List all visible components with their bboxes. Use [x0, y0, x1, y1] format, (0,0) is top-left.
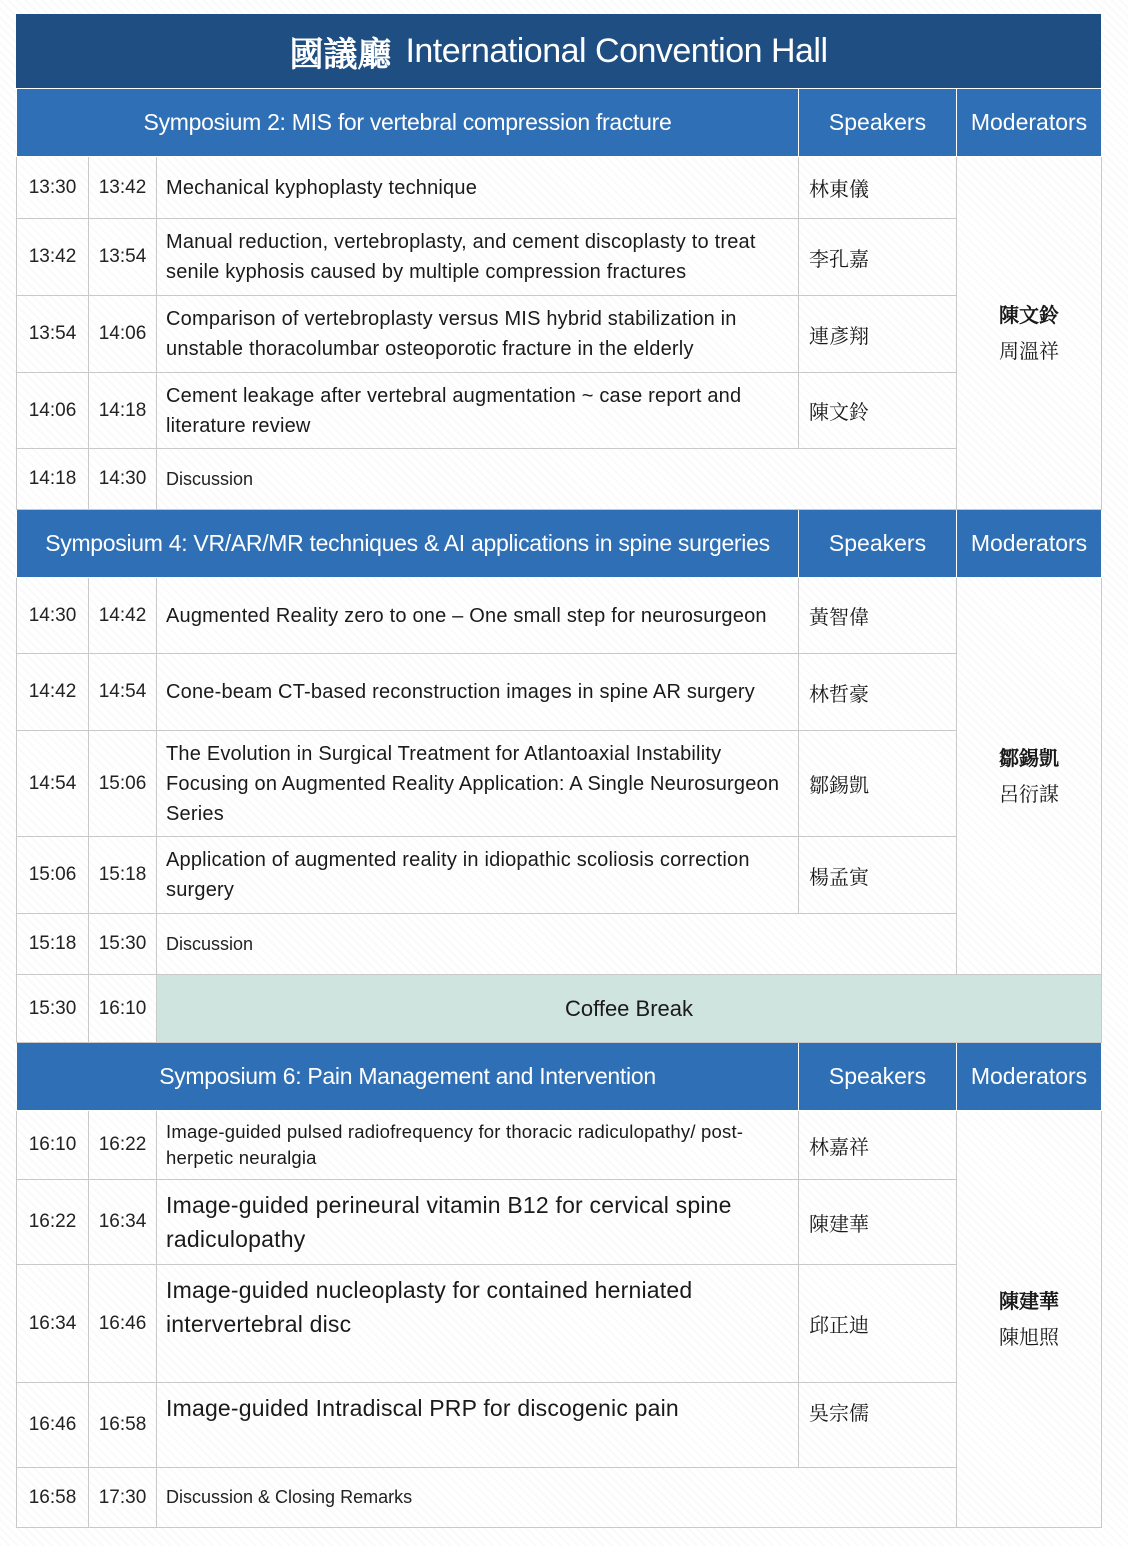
session-row: [17, 837, 1102, 914]
talk-topic: Comparison of vertebroplasty versus MIS hybrid stabilization in unstable thoracolumbar osteoporotic fracture in the elderly: [157, 296, 799, 373]
end-time: 16:10: [89, 975, 157, 1043]
start-time: 16:34: [17, 1265, 89, 1383]
end-time: 16:34: [89, 1180, 157, 1265]
end-time: 15:30: [89, 914, 157, 975]
session-row: [17, 578, 1102, 654]
end-time: 16:46: [89, 1265, 157, 1383]
speakers-header: Speakers: [799, 89, 957, 157]
session-row: [17, 219, 1102, 296]
moderators-header: Moderators: [957, 89, 1102, 157]
discussion-label: Discussion: [157, 449, 957, 510]
talk-topic: Application of augmented reality in idiopathic scoliosis correction surgery: [157, 837, 799, 914]
symposium-header: [17, 510, 1102, 578]
symposium-title: Symposium 4: VR/AR/MR techniques & AI applications in spine surgeries: [17, 510, 799, 578]
start-time: 16:10: [17, 1111, 89, 1180]
schedule-table: [16, 88, 1102, 1528]
talk-topic: Image-guided nucleoplasty for contained herniated intervertebral disc: [157, 1265, 799, 1383]
session-row: [17, 731, 1102, 837]
end-time: 16:22: [89, 1111, 157, 1180]
discussion-row: [17, 1468, 1102, 1528]
speaker-name: 李孔嘉: [799, 219, 957, 296]
talk-topic: Cone-beam CT-based reconstruction images in spine AR surgery: [157, 654, 799, 731]
session-row: [17, 157, 1102, 219]
session-row: [17, 1111, 1102, 1180]
session-row: [17, 1265, 1102, 1383]
session-row: [17, 1383, 1102, 1468]
start-time: 15:18: [17, 914, 89, 975]
moderator-name: 周溫祥: [999, 339, 1060, 363]
talk-topic: Augmented Reality zero to one – One small step for neurosurgeon: [157, 578, 799, 654]
moderator-name: 陳建華: [999, 1289, 1060, 1313]
moderators-header: Moderators: [957, 1043, 1102, 1111]
session-row: [17, 654, 1102, 731]
moderator-name: 陳旭照: [999, 1325, 1060, 1349]
talk-topic: Cement leakage after vertebral augmentation ~ case report and literature review: [157, 373, 799, 449]
start-time: 14:42: [17, 654, 89, 731]
end-time: 13:54: [89, 219, 157, 296]
coffee-break-row: [17, 975, 1102, 1043]
symposium-header: [17, 89, 1102, 157]
moderators-cell: [957, 578, 1102, 975]
end-time: 14:30: [89, 449, 157, 510]
talk-topic: Image-guided perineural vitamin B12 for cervical spine radiculopathy: [157, 1180, 799, 1265]
start-time: 16:22: [17, 1180, 89, 1265]
start-time: 15:30: [17, 975, 89, 1043]
talk-topic: Image-guided Intradiscal PRP for discogenic pain: [157, 1383, 799, 1468]
moderator-name: 陳文鈴: [999, 303, 1060, 327]
talk-topic: Mechanical kyphoplasty technique: [157, 157, 799, 219]
end-time: 17:30: [89, 1468, 157, 1528]
speaker-name: 黃智偉: [799, 578, 957, 654]
speakers-header: Speakers: [799, 1043, 957, 1111]
end-time: 15:18: [89, 837, 157, 914]
end-time: 14:18: [89, 373, 157, 449]
moderators-cell: [957, 1111, 1102, 1528]
end-time: 16:58: [89, 1383, 157, 1468]
agenda-sheet: [16, 14, 1101, 1528]
discussion-label: Discussion & Closing Remarks: [157, 1468, 957, 1528]
start-time: 16:58: [17, 1468, 89, 1528]
speaker-name: 陳文鈴: [799, 373, 957, 449]
session-row: [17, 373, 1102, 449]
speaker-name: 鄒錫凱: [799, 731, 957, 837]
moderators-cell: [957, 157, 1102, 510]
speaker-name: 陳建華: [799, 1180, 957, 1265]
end-time: 14:06: [89, 296, 157, 373]
speaker-name: 林哲豪: [799, 654, 957, 731]
session-row: [17, 1180, 1102, 1265]
symposium-title: Symposium 6: Pain Management and Intervention: [17, 1043, 799, 1111]
start-time: 14:30: [17, 578, 89, 654]
speaker-name: 楊孟寅: [799, 837, 957, 914]
end-time: 15:06: [89, 731, 157, 837]
start-time: 14:18: [17, 449, 89, 510]
symposium-header: [17, 1043, 1102, 1111]
speaker-name: 林東儀: [799, 157, 957, 219]
start-time: 14:54: [17, 731, 89, 837]
start-time: 15:06: [17, 837, 89, 914]
session-row: [17, 296, 1102, 373]
speaker-name: 吳宗儒: [799, 1383, 957, 1468]
end-time: 14:54: [89, 654, 157, 731]
symposium-title: Symposium 2: MIS for vertebral compression fracture: [17, 89, 799, 157]
speaker-name: 邱正迪: [799, 1265, 957, 1383]
start-time: 16:46: [17, 1383, 89, 1468]
moderator-name: 鄒錫凱: [999, 746, 1060, 770]
start-time: 13:42: [17, 219, 89, 296]
start-time: 13:30: [17, 157, 89, 219]
end-time: 13:42: [89, 157, 157, 219]
talk-topic: Image-guided pulsed radiofrequency for thoracic radiculopathy/ post-herpetic neuralgia: [157, 1111, 799, 1180]
discussion-row: [17, 449, 1102, 510]
start-time: 14:06: [17, 373, 89, 449]
discussion-row: [17, 914, 1102, 975]
coffee-break-label: Coffee Break: [157, 975, 1102, 1043]
hall-title-zh: 國議廳: [289, 34, 392, 75]
start-time: 13:54: [17, 296, 89, 373]
discussion-label: Discussion: [157, 914, 957, 975]
hall-title: [16, 14, 1101, 88]
speakers-header: Speakers: [799, 510, 957, 578]
talk-topic: Manual reduction, vertebroplasty, and cement discoplasty to treat senile kyphosis caused by multiple compression fractures: [157, 219, 799, 296]
speaker-name: 連彥翔: [799, 296, 957, 373]
moderators-header: Moderators: [957, 510, 1102, 578]
moderator-name: 呂衍謀: [999, 782, 1060, 806]
talk-topic: The Evolution in Surgical Treatment for Atlantoaxial Instability Focusing on Augmented Reality Application: A Single Neurosurgeon Series: [157, 731, 799, 837]
end-time: 14:42: [89, 578, 157, 654]
speaker-name: 林嘉祥: [799, 1111, 957, 1180]
hall-title-en: International Convention Hall: [405, 31, 828, 70]
